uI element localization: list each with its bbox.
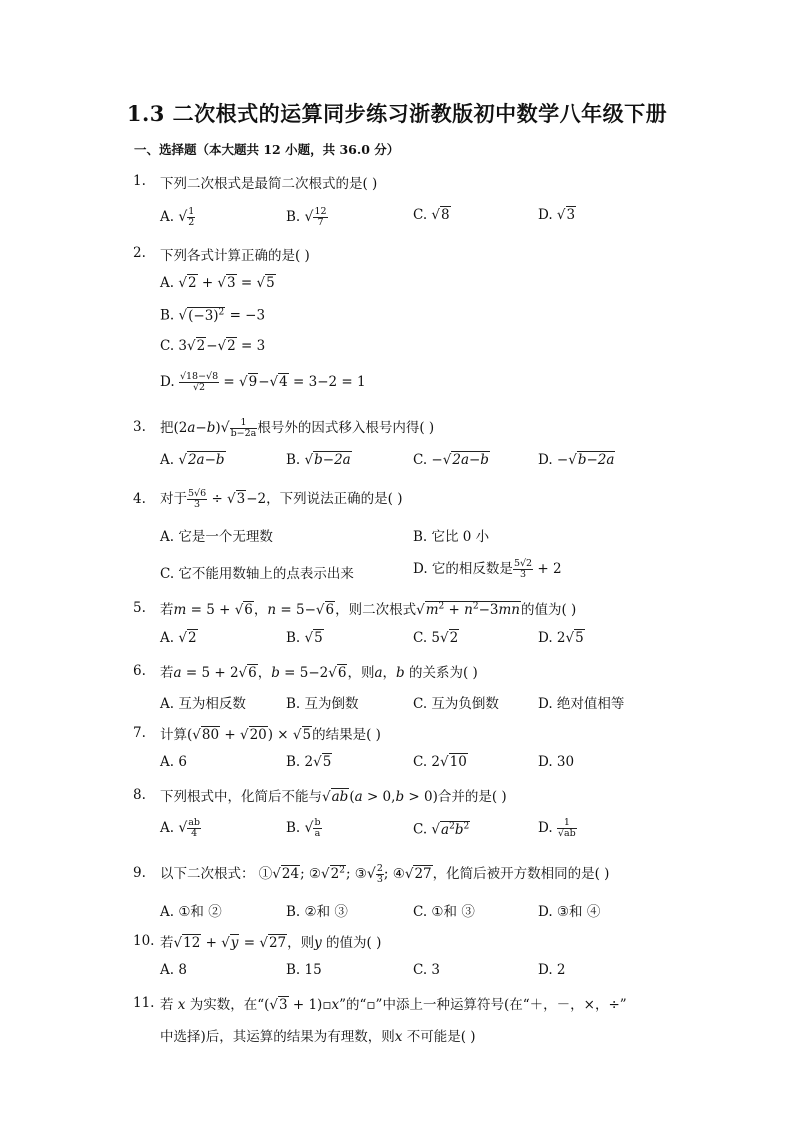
option-a: A. 它是一个无理数: [160, 529, 273, 545]
question-stem: 下列根式中，化简后不能与√ab(a > 0,b > 0)合并的是( ): [160, 789, 507, 805]
option-c: C. ①和 ③: [413, 904, 475, 920]
option-a: A. √2 + √3 = √5: [160, 275, 275, 291]
option-b: B. $√(-3)^2 = -3$: [160, 307, 266, 324]
question-stem: 若m = 5 + √6，n = 5−√6，则二次根式$√m^2 + n^2-3mn$的值为( ): [160, 601, 577, 618]
question-number: 9.: [133, 865, 146, 881]
option-d: D. 它的相反数是 $\frac{5√2}{3}$ + 2: [413, 558, 562, 580]
option-b: B. √ $\frac{b}{a}$: [286, 817, 321, 839]
option-d: D. 绝对值相等: [538, 696, 625, 712]
question-stem-continued: 中选择)后，其运算的结果为有理数，则x 不可能是( ): [160, 1029, 476, 1045]
option-b: B. √ $\frac{12}{7}$: [286, 206, 327, 228]
option-a: A. 互为相反数: [160, 696, 246, 712]
question-number: 2.: [133, 245, 146, 261]
question-stem: 若 x 为实数，在“(√3 + 1)▫x”的“▫”中添上一种运算符号(在“＋，－，×，÷”: [160, 997, 627, 1013]
question-number: 1.: [133, 173, 146, 189]
option-d: D. √3: [538, 207, 576, 223]
question-stem: 下列各式计算正确的是( ): [160, 248, 310, 264]
question-stem: 把(2a−b)√ $\frac{1}{b-2a}$ 根号外的因式移入根号内得( ): [160, 417, 435, 439]
option-c: C. 5√2: [413, 630, 459, 646]
section-heading: 一、选择题（本大题共 12 小题，共 36.0 分）: [134, 142, 400, 157]
option-c: C. 它不能用数轴上的点表示出来: [160, 566, 354, 582]
option-c: C. √8: [413, 207, 450, 223]
question-number: 6.: [133, 663, 146, 679]
option-b: B. 它比 0 小: [413, 529, 490, 545]
option-a: A. √2: [160, 630, 197, 646]
question-stem: 以下二次根式： ①√24; $②√2^2$; ③√ $\frac{2}{3}$ ; ④√27，化简后被开方数相同的是( ): [160, 863, 610, 885]
option-b: B. 2√5: [286, 754, 332, 770]
question-number: 10.: [133, 933, 155, 949]
option-b: B. √5: [286, 630, 323, 646]
question-stem: 若a = 5 + 2√6，b = 5−2√6，则a，b 的关系为( ): [160, 665, 478, 681]
question-number: 5.: [133, 600, 146, 616]
option-d: D. $\frac{√18-√8}{√2}$ = √9−√4 = 3−2 = 1: [160, 371, 366, 393]
option-d: D. 2: [538, 962, 566, 978]
option-c: C. −√2a−b: [413, 452, 489, 468]
option-a: A. √ $\frac{1}{2}$: [160, 206, 195, 228]
option-b: B. ②和 ③: [286, 904, 348, 920]
page-title: 1.3 二次根式的运算同步练习浙教版初中数学八年级下册: [126, 101, 668, 126]
question-stem: 计算(√80 + √20) × √5的结果是( ): [160, 727, 381, 743]
option-c: C. $√a^2b^2$: [413, 821, 470, 838]
option-d: D. −√b−2a: [538, 452, 615, 468]
option-a: A. √ $\frac{ab}{4}$: [160, 817, 201, 839]
option-b: B. 互为倒数: [286, 696, 359, 712]
option-b: B. 15: [286, 962, 322, 978]
question-number: 3.: [133, 419, 146, 435]
option-a: A. √2a−b: [160, 452, 225, 468]
option-a: A. 6: [160, 754, 187, 770]
option-c: C. 3√2−√2 = 3: [160, 338, 266, 354]
option-c: C. 2√10: [413, 754, 467, 770]
option-c: C. 互为负倒数: [413, 696, 499, 712]
option-a: A. 8: [160, 962, 187, 978]
option-c: C. 3: [413, 962, 441, 978]
option-d: D. ③和 ④: [538, 904, 601, 920]
option-a: A. ①和 ②: [160, 904, 222, 920]
question-stem: 下列二次根式是最简二次根式的是( ): [160, 176, 378, 192]
question-number: 11.: [133, 995, 155, 1011]
question-number: 7.: [133, 725, 146, 741]
question-number: 4.: [133, 491, 146, 507]
option-d: D. 2√5: [538, 630, 584, 646]
option-b: B. √b−2a: [286, 452, 351, 468]
option-d: D. 30: [538, 754, 575, 770]
question-stem: 若√12 + √y = √27，则y 的值为( ): [160, 935, 382, 951]
question-number: 8.: [133, 787, 146, 803]
option-d: D. $\frac{1}{√ab}$: [538, 817, 576, 839]
question-stem: 对于 $\frac{5√6}{3}$ ÷ √3−2，下列说法正确的是( ): [160, 488, 403, 510]
